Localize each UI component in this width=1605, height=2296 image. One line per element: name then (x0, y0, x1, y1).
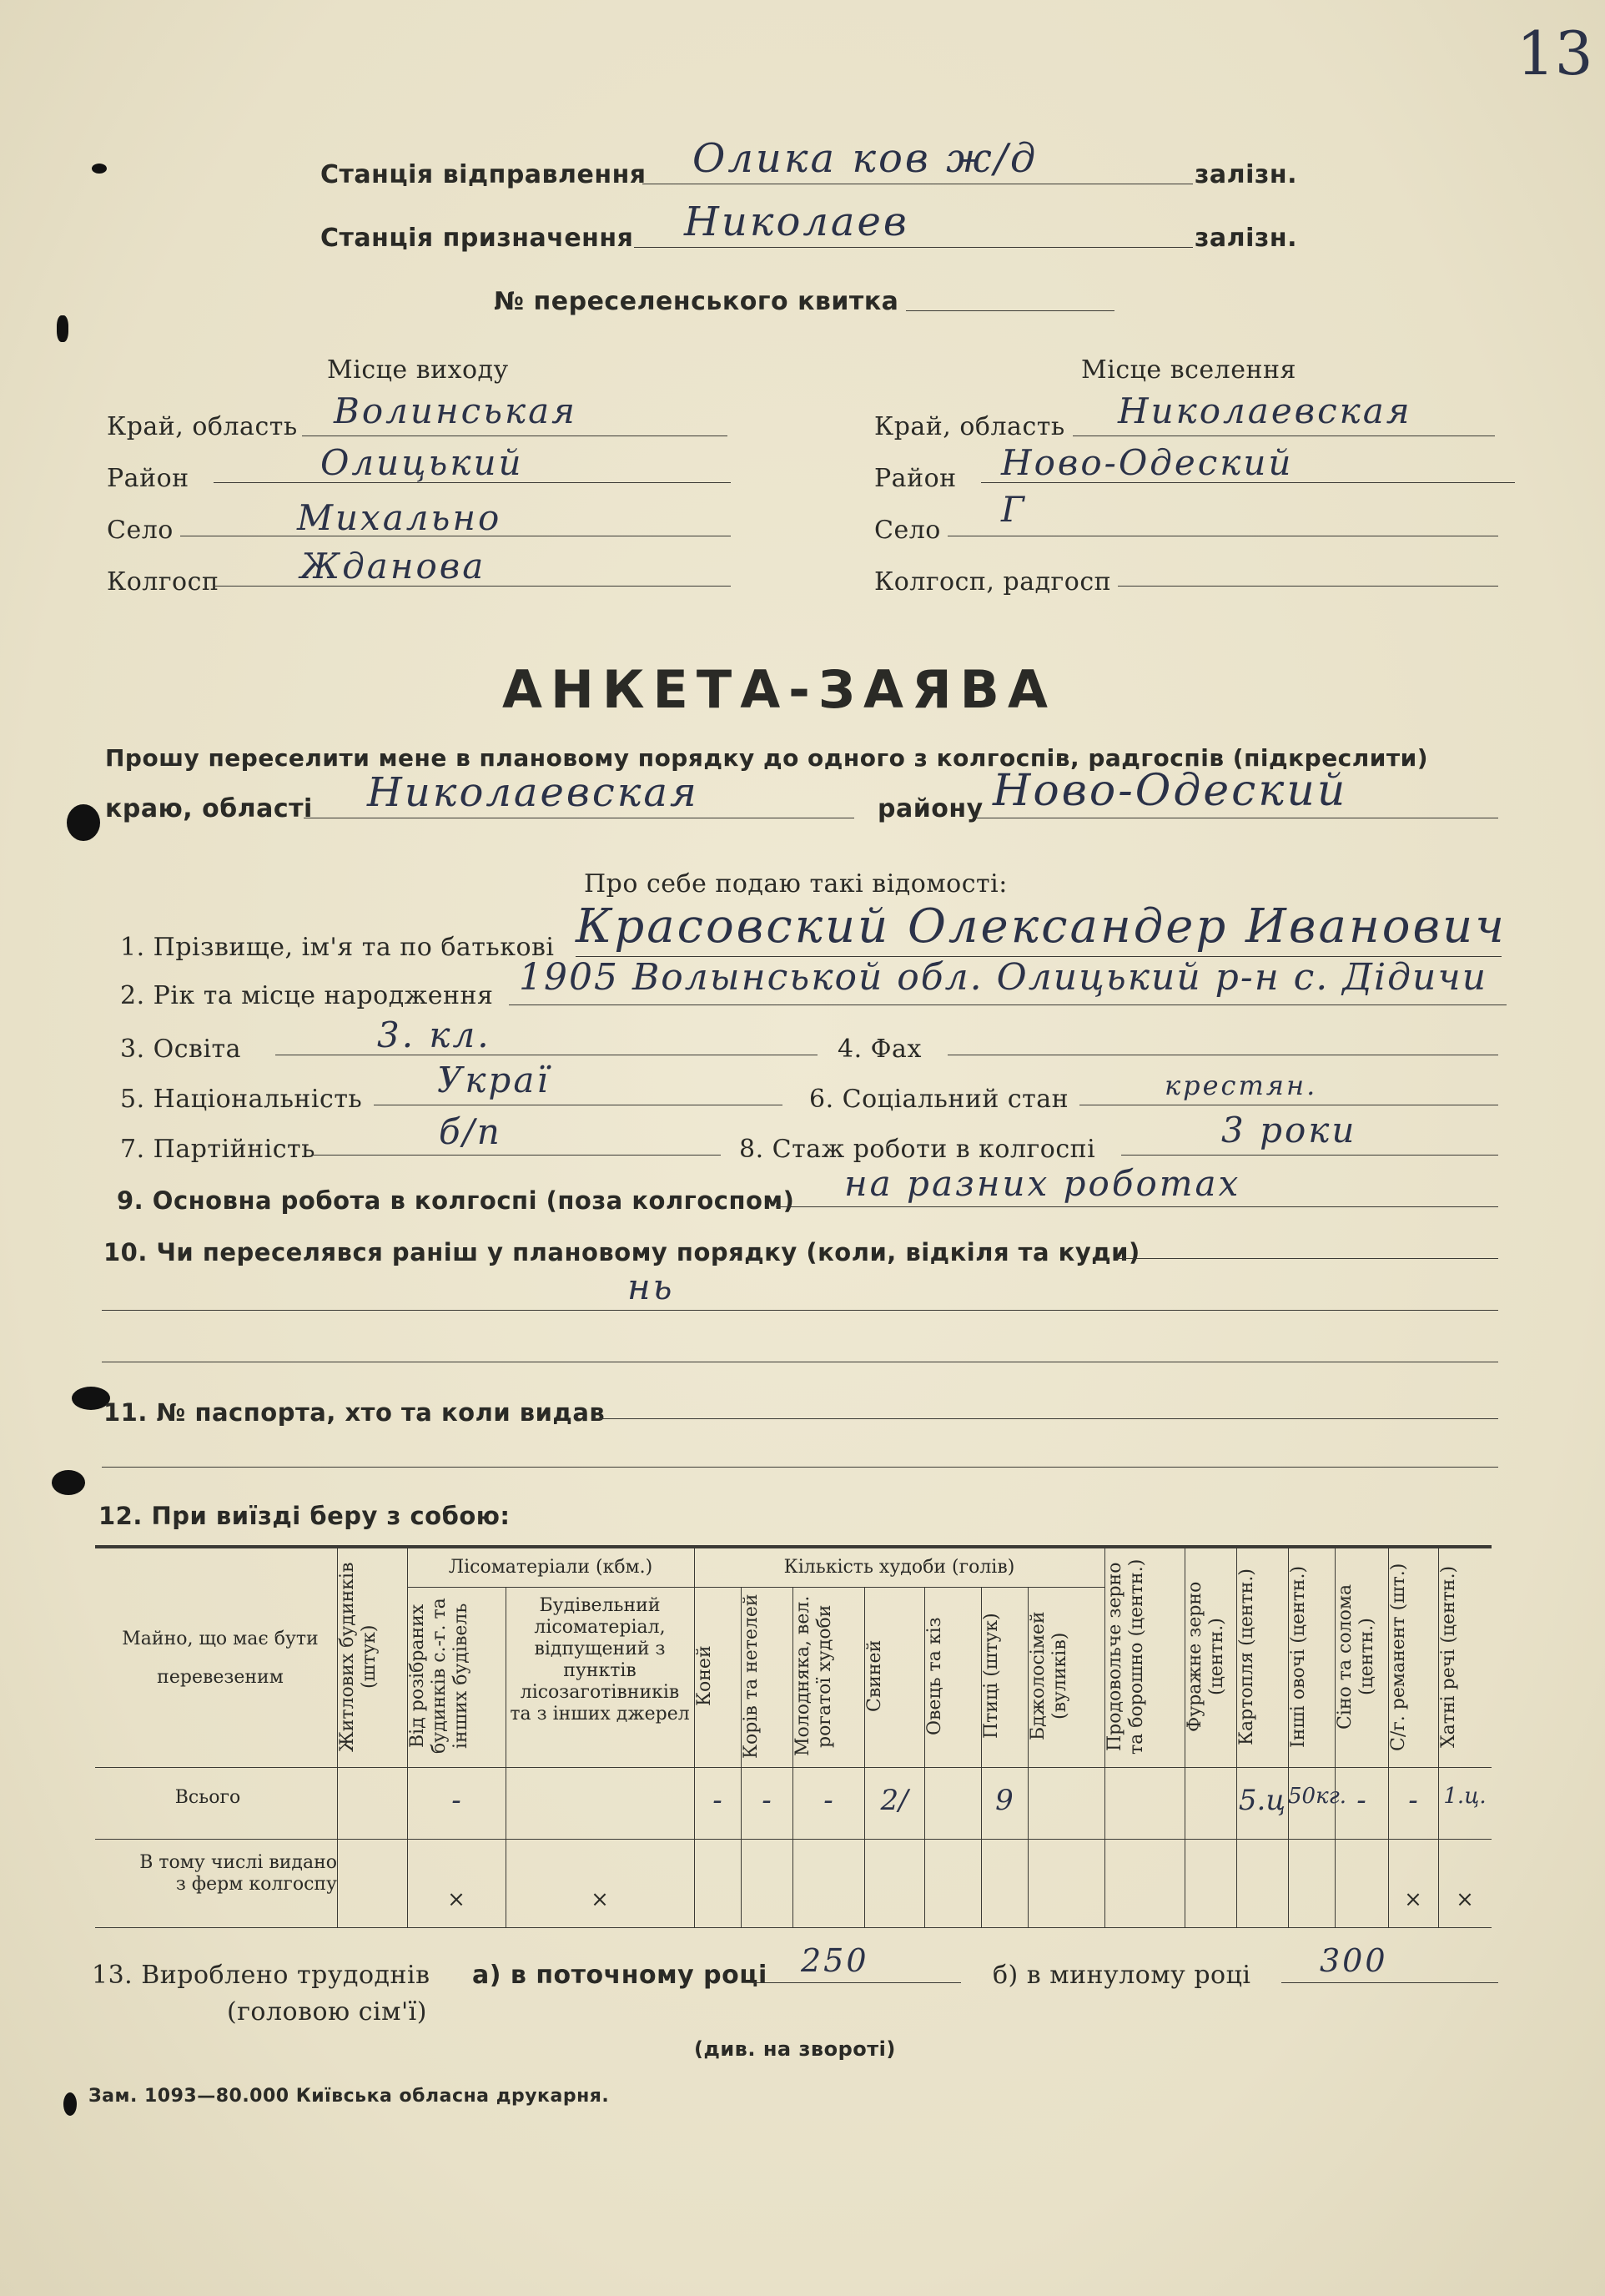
origin-kolkhoz-label: Колгосп (107, 567, 219, 597)
field-2-value: 1905 Волынськой обл. Олицький р-н с. Дідичи (519, 956, 1488, 999)
page-number: 13 (1517, 18, 1593, 88)
table-total-value: - (1408, 1784, 1418, 1817)
field-2-label: 2. Рік та місце народження (120, 981, 494, 1010)
table-bottom-border (95, 1927, 1492, 1928)
field-9-label: 9. Основна робота в колгоспі (поза колгоспом) (117, 1186, 795, 1215)
field-9-value: на разних роботах (844, 1163, 1241, 1204)
table-column-header: Продовольче зерно та борошно (центн.) (1104, 1558, 1147, 1755)
field-6-label: 6. Соціальний стан (809, 1085, 1069, 1114)
destination-label: Станція призначення (320, 224, 634, 253)
dest-region-label: Край, область (874, 412, 1065, 441)
origin-kolkhoz-value: Жданова (300, 546, 486, 587)
ink-blot (57, 315, 68, 342)
table-header-bottom (95, 1767, 1492, 1768)
table-total-value: - (712, 1784, 722, 1817)
table-row-divider (95, 1839, 1492, 1840)
form-title: АНКЕТА-ЗАЯВА (502, 659, 1056, 720)
printer-line: Зам. 1093—80.000 Київська обласна друкарня. (88, 2086, 610, 2107)
request-text: Прошу переселити мене в плановому порядку до одного з колгоспів, радгоспів (підкреслити) (105, 744, 1429, 772)
ink-blot (67, 804, 100, 841)
table-total-value: - (1356, 1784, 1366, 1817)
livestock-group-rule (694, 1587, 1104, 1588)
table-farm-value: × (1456, 1887, 1474, 1912)
dest-kolkhoz-line (1118, 586, 1498, 587)
field-2-line (509, 1004, 1507, 1005)
workdays-previous-label: б) в минулому році (993, 1961, 1251, 1990)
table-column-header: Фуражне зерно (центн.) (1185, 1581, 1227, 1733)
ticket-line (906, 310, 1114, 311)
table-column-header: Від розібраних будинків с.-г. та інших будівель (407, 1598, 471, 1755)
field-5-value: Украї (437, 1060, 551, 1100)
field-8-value: 3 роки (1221, 1110, 1357, 1151)
ticket-label: № переселенського квитка (494, 287, 899, 316)
dest-district-value: Ново-Одеский (1001, 442, 1294, 483)
field-8-line (1121, 1155, 1498, 1156)
field-11-line-b (102, 1467, 1498, 1468)
field-10-label: 10. Чи переселявся раніш у плановому порядку (коли, відкіля та куди) (103, 1238, 1140, 1266)
origin-district-label: Район (107, 464, 189, 493)
ink-blot (52, 1470, 85, 1495)
workdays-current-label: а) в поточному році (472, 1961, 767, 1990)
dest-village-label: Село (874, 516, 941, 545)
origin-region-value: Волинськая (334, 390, 577, 431)
table-column-header: Будівельний лісоматеріал, відпущений з пунктів лісозаготівників та з інших джерел (510, 1595, 690, 1725)
table-total-value: - (823, 1784, 833, 1817)
table-column-header: Картопля (центн.) (1236, 1568, 1257, 1745)
table-total-value: 5.ц (1238, 1784, 1286, 1817)
workdays-current-value: 250 (801, 1942, 869, 1979)
table-column-header: Бджолосімей (вуликів) (1028, 1611, 1070, 1741)
table-column-header: Інші овочі (центн.) (1288, 1565, 1309, 1749)
table-total-value: - (762, 1784, 772, 1817)
workdays-previous-line (1281, 1982, 1498, 1983)
field-3-label: 3. Освіта (120, 1035, 242, 1064)
field-1-value: Красовский Олександер Иванович (576, 899, 1507, 954)
footer-note: (див. на звороті) (694, 2037, 896, 2061)
dest-district-label: Район (874, 464, 957, 493)
table-top-border (95, 1545, 1492, 1548)
dest-region-value: Николаевская (1118, 390, 1412, 431)
table-total-value: 9 (995, 1784, 1014, 1817)
table-column-header: Корів та нетелей (741, 1594, 762, 1759)
field-1-label: 1. Прізвище, ім'я та по батькові (120, 933, 555, 962)
origin-village-label: Село (107, 516, 174, 545)
field-4-label: 4. Фах (838, 1035, 922, 1064)
table-column-header: Овець та кіз (924, 1617, 945, 1735)
table-column-header: Сіно та солома (центн.) (1335, 1584, 1377, 1730)
origin-region-label: Край, область (107, 412, 298, 441)
field-10-line-a (1116, 1258, 1498, 1259)
table-total-value: - (451, 1784, 461, 1817)
timber-group-rule (407, 1587, 694, 1588)
field-10-line-b (102, 1310, 1498, 1311)
timber-group-header: Лісоматеріали (кбм.) (448, 1557, 653, 1578)
table-total-value: 50кг. (1288, 1784, 1347, 1809)
workdays-label: 13. Вироблено трудоднів (92, 1961, 430, 1990)
field-8-label: 8. Стаж роботи в колгоспі (739, 1135, 1096, 1164)
destination-line (634, 247, 1193, 248)
origin-district-value: Олицький (320, 442, 524, 483)
table-total-value: 1.ц. (1443, 1784, 1487, 1809)
table-farm-value: × (591, 1887, 609, 1912)
field-5-label: 5. Національність (120, 1085, 363, 1114)
workdays-sublabel: (головою сім'ї) (227, 1997, 427, 2027)
farm-row-label: В тому числі видано з ферм колгоспу (139, 1852, 337, 1895)
railway-suffix-2: залізн. (1195, 224, 1297, 253)
table-column-header: Молодняка, вел. рогатої худоби (792, 1595, 835, 1757)
table-farm-value: × (1404, 1887, 1422, 1912)
field-7-value: б/п (439, 1111, 502, 1152)
origin-heading: Місце виходу (327, 355, 509, 385)
field-7-line (312, 1155, 721, 1156)
field-11-line-a (594, 1418, 1498, 1419)
field-12-label: 12. При виїзді беру з собою: (98, 1502, 511, 1530)
destination-value: Николаев (684, 199, 909, 245)
origin-village-value: Михально (297, 497, 502, 538)
livestock-group-header: Кількість худоби (голів) (783, 1557, 1015, 1578)
departure-label: Станція відправлення (320, 160, 647, 189)
dest-village-value: Г (1001, 489, 1027, 530)
dest-kolkhoz-label: Колгосп, радгосп (874, 567, 1112, 597)
ink-blot (63, 2092, 77, 2116)
destination-heading: Місце вселення (1081, 355, 1296, 385)
property-header: Майно, що має бути перевезеним (122, 1629, 319, 1688)
table-farm-value: × (447, 1887, 465, 1912)
workdays-previous-value: 300 (1320, 1942, 1388, 1979)
oblast-value: Николаевская (367, 769, 699, 816)
ink-blot (92, 164, 107, 174)
field-10-value: нь (627, 1266, 675, 1307)
oblast-label: краю, області (105, 794, 313, 823)
field-11-label: 11. № паспорта, хто та коли видав (103, 1398, 606, 1427)
table-column-header: Житлових будинків (штук) (337, 1562, 380, 1752)
raion-label: району (878, 794, 984, 823)
field-6-value: крестян. (1165, 1070, 1318, 1101)
field-9-line (776, 1206, 1498, 1207)
table-column-header: Птиці (штук) (981, 1613, 1002, 1740)
railway-suffix-1: залізн. (1195, 160, 1297, 189)
table-column-header: Коней (694, 1645, 715, 1707)
departure-value: Олика ков ж/д (692, 135, 1039, 182)
total-row-label: Всього (174, 1787, 241, 1808)
info-intro: Про себе подаю такі відомості: (584, 869, 1008, 899)
field-7-label: 7. Партійність (120, 1135, 315, 1164)
raion-value: Ново-Одеский (993, 766, 1348, 816)
table-column-header: С/г. реманент (шт.) (1388, 1563, 1409, 1751)
table-total-value: 2/ (880, 1784, 908, 1817)
table-column-header: Хатні речі (центн.) (1438, 1565, 1459, 1749)
field-3-value: 3. кл. (377, 1015, 491, 1055)
workdays-current-line (752, 1982, 961, 1983)
table-column-header: Свиней (864, 1639, 885, 1713)
